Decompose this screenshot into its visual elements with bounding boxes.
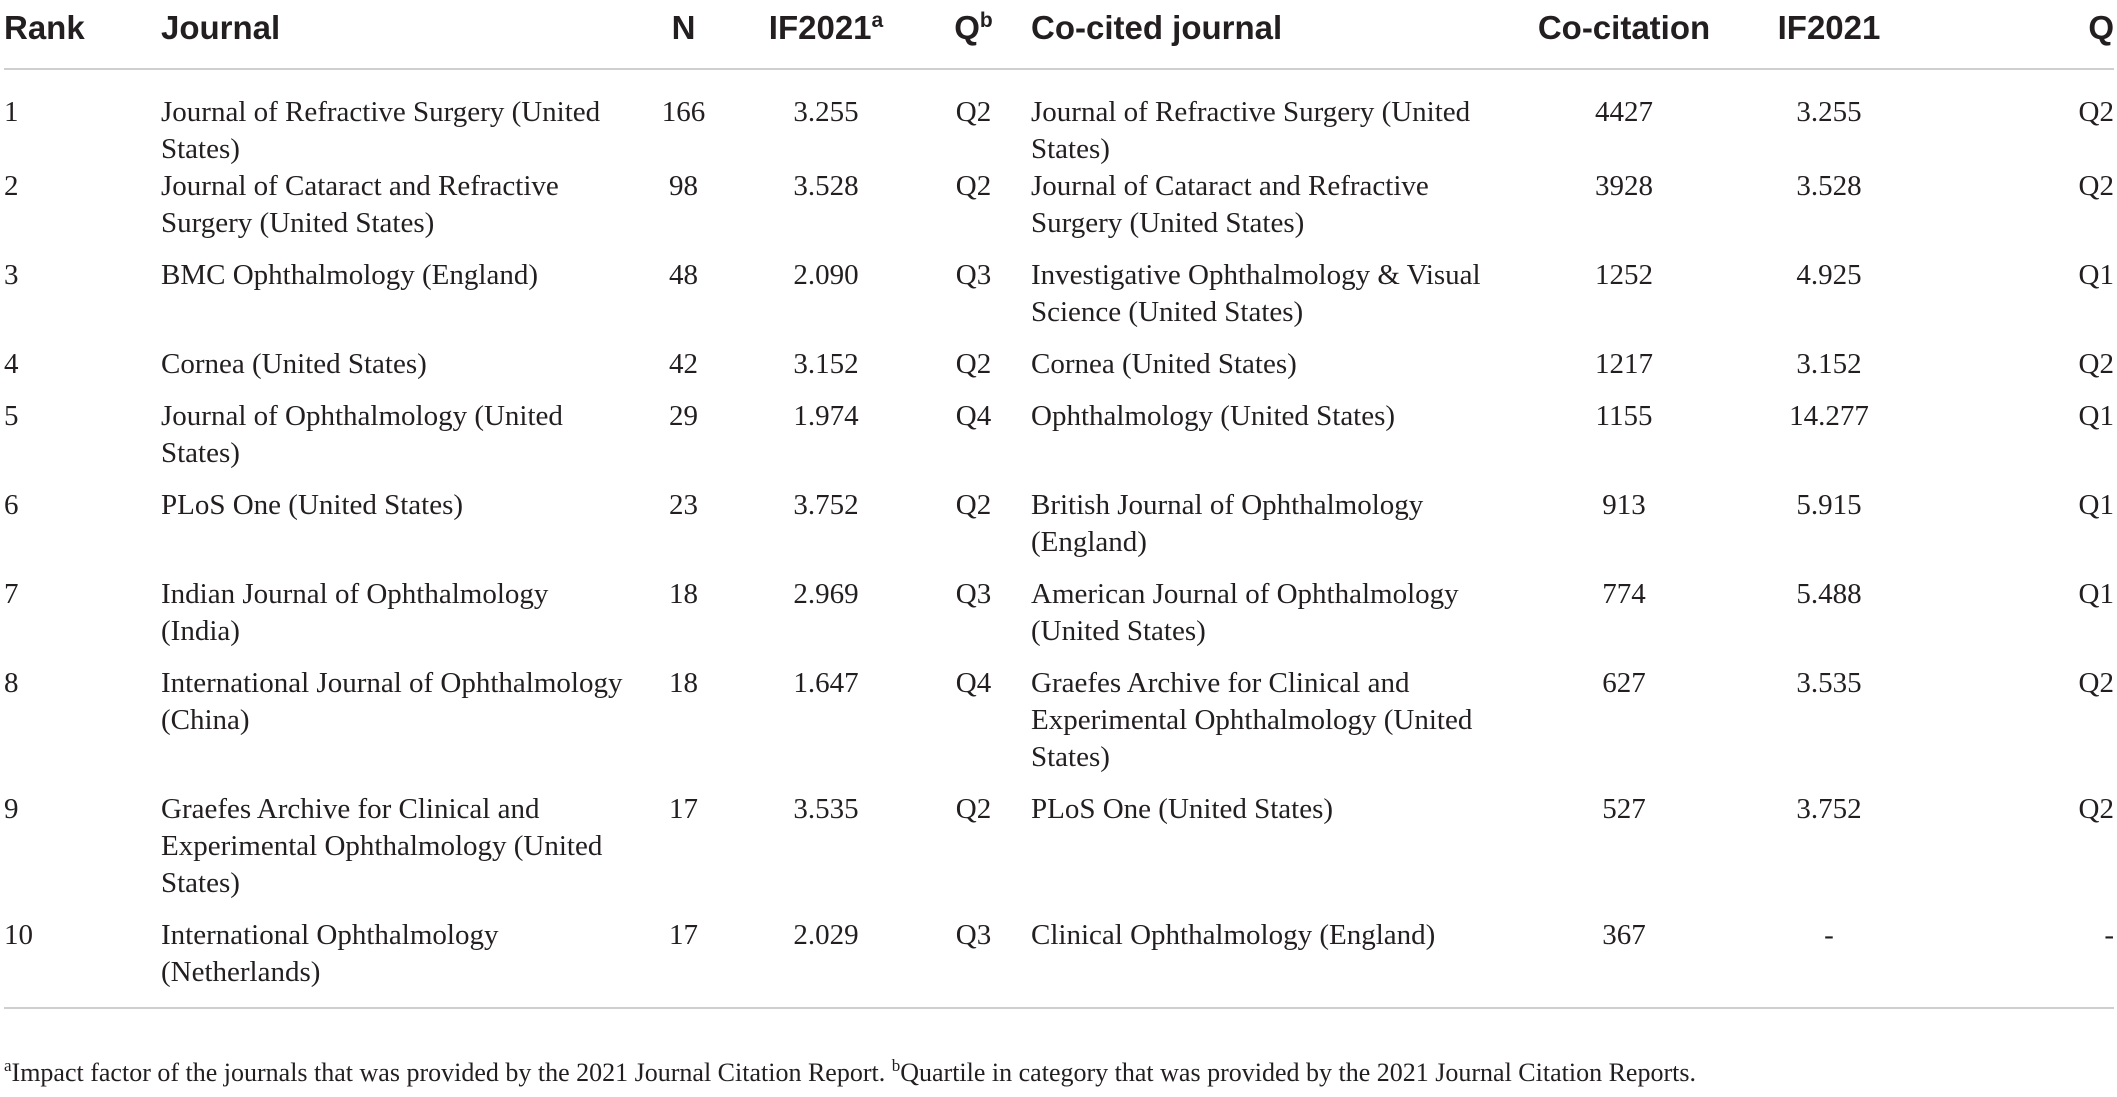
- cell-rank: 7: [4, 578, 19, 610]
- journals-table: [4, 0, 2114, 1009]
- cell-cocitation: 1217: [1595, 348, 1653, 380]
- cell-if2021: 3.152: [793, 348, 859, 380]
- cell-cocitation: 913: [1602, 489, 1646, 521]
- header-rank: Rank: [4, 0, 161, 69]
- header-cocited-journal: Co-cited journal: [1031, 0, 1504, 69]
- header-journal: Journal: [161, 0, 631, 69]
- footnote-b-text: Quartile in category that was provided by the 2021 Journal Citation Reports.: [900, 1058, 1696, 1087]
- cell-cocitation: 627: [1602, 667, 1646, 699]
- cell-cocited-if2021: 5.488: [1796, 578, 1862, 610]
- cell-cocited-if2021: -: [1824, 919, 1834, 951]
- table-row: [4, 257, 2114, 346]
- cell-n: 48: [669, 259, 698, 291]
- cell-quartile: Q2: [955, 489, 992, 521]
- cell-cocited-if2021: 14.277: [1789, 400, 1869, 432]
- cell-quartile: Q3: [955, 259, 992, 291]
- cell-cocitation: 774: [1602, 578, 1646, 610]
- cell-cocitation: 367: [1602, 919, 1646, 951]
- cell-journal: BMC Ophthalmology (England): [161, 259, 538, 291]
- cell-n: 42: [669, 348, 698, 380]
- header-quartile: [916, 0, 1031, 69]
- cell-quartile: Q3: [955, 919, 992, 951]
- cell-quartile: Q4: [955, 667, 992, 699]
- cell-cocited-quartile: Q2: [2078, 96, 2114, 128]
- header-quartile-footnote-mark: b: [979, 8, 993, 32]
- cell-journal: International Ophthalmology (Netherlands): [161, 919, 499, 988]
- cell-cocited-if2021: 3.152: [1796, 348, 1862, 380]
- table-row: [4, 917, 2114, 995]
- cell-rank: 8: [4, 667, 19, 699]
- cell-if2021: 1.974: [793, 400, 859, 432]
- header-if2021-label: IF2021: [768, 8, 872, 46]
- cell-cocited-journal: PLoS One (United States): [1031, 793, 1334, 825]
- cell-if2021: 3.255: [793, 96, 859, 128]
- cell-quartile: Q2: [955, 793, 992, 825]
- cell-cocited-quartile: Q1: [2078, 489, 2114, 521]
- cell-journal: Indian Journal of Ophthalmology (India): [161, 578, 549, 647]
- cell-cocited-if2021: 4.925: [1796, 259, 1862, 291]
- cell-cocitation: 1155: [1595, 400, 1653, 432]
- cell-cocited-journal: Clinical Ophthalmology (England): [1031, 919, 1436, 951]
- header-cocited-if2021: IF2021: [1744, 0, 1914, 69]
- cell-cocited-if2021: 3.528: [1796, 170, 1862, 202]
- cell-n: 18: [669, 578, 698, 610]
- cell-cocited-quartile: Q2: [2078, 793, 2114, 825]
- cell-n: 18: [669, 667, 698, 699]
- cell-n: 166: [661, 96, 706, 128]
- cell-journal: Cornea (United States): [161, 348, 427, 380]
- cell-cocited-journal: Journal of Cataract and Refractive Surgery (United States): [1031, 170, 1429, 239]
- cell-if2021: 2.969: [793, 578, 859, 610]
- cell-rank: 5: [4, 400, 19, 432]
- cell-quartile: Q3: [955, 578, 992, 610]
- cell-cocited-quartile: Q1: [2078, 400, 2114, 432]
- cell-cocited-journal: Cornea (United States): [1031, 348, 1297, 380]
- cell-n: 23: [669, 489, 698, 521]
- table-row: [4, 665, 2114, 791]
- table-body: [4, 69, 2114, 1008]
- cell-if2021: 3.752: [793, 489, 859, 521]
- header-if2021: [736, 0, 916, 69]
- cell-if2021: 3.535: [793, 793, 859, 825]
- cell-quartile: Q2: [955, 96, 992, 128]
- header-row: [4, 0, 2114, 69]
- cell-rank: 4: [4, 348, 19, 380]
- table-row: [4, 791, 2114, 917]
- cell-quartile: Q4: [955, 400, 992, 432]
- cell-cocited-quartile: -: [2104, 919, 2114, 951]
- table-row: [4, 168, 2114, 257]
- cell-cocited-quartile: Q1: [2078, 578, 2114, 610]
- cell-n: 98: [669, 170, 698, 202]
- cell-rank: 2: [4, 170, 19, 202]
- footnote-b-mark: b: [891, 1056, 901, 1075]
- cell-journal: International Journal of Ophthalmology (China): [161, 667, 623, 736]
- cell-n: 17: [669, 919, 698, 951]
- cell-cocitation: 3928: [1595, 170, 1653, 202]
- cell-if2021: 2.029: [793, 919, 859, 951]
- cell-journal: Graefes Archive for Clinical and Experimental Ophthalmology (United States): [161, 793, 603, 899]
- cell-cocited-journal: Investigative Ophthalmology & Visual Science (United States): [1031, 259, 1481, 328]
- cell-if2021: 3.528: [793, 170, 859, 202]
- cell-quartile: Q2: [955, 348, 992, 380]
- footnote-a-mark: a: [4, 1056, 12, 1075]
- cell-rank: 3: [4, 259, 19, 291]
- table-row: [4, 398, 2114, 487]
- cell-cocitation: 1252: [1595, 259, 1653, 291]
- cell-journal: Journal of Ophthalmology (United States): [161, 400, 563, 469]
- cell-rank: 1: [4, 96, 19, 128]
- cell-cocited-journal: Graefes Archive for Clinical and Experimental Ophthalmology (United States): [1031, 667, 1473, 773]
- cell-journal: Journal of Refractive Surgery (United States): [161, 96, 601, 165]
- table-bottom-rule-cell: [4, 995, 2114, 1008]
- cell-cocited-journal: Journal of Refractive Surgery (United States): [1031, 96, 1471, 165]
- header-cocited-quartile: Q: [1914, 0, 2114, 69]
- cell-cocited-journal: Ophthalmology (United States): [1031, 400, 1396, 432]
- table-footnote: [4, 1058, 1696, 1088]
- cell-cocitation: 527: [1602, 793, 1646, 825]
- table-row: [4, 487, 2114, 576]
- cell-n: 29: [669, 400, 698, 432]
- header-n: N: [631, 0, 736, 69]
- footnote-a-text: Impact factor of the journals that was provided by the 2021 Journal Citation Report.: [11, 1058, 892, 1087]
- cell-cocited-quartile: Q2: [2078, 348, 2114, 380]
- cell-cocited-if2021: 3.255: [1796, 96, 1862, 128]
- table-row: [4, 346, 2114, 398]
- cell-journal: PLoS One (United States): [161, 489, 464, 521]
- cell-rank: 9: [4, 793, 19, 825]
- cell-journal: Journal of Cataract and Refractive Surgery (United States): [161, 170, 559, 239]
- cell-cocited-quartile: Q2: [2078, 170, 2114, 202]
- cell-cocited-quartile: Q1: [2078, 259, 2114, 291]
- cell-cocited-if2021: 5.915: [1796, 489, 1862, 521]
- table-row: [4, 576, 2114, 665]
- table-bottom-rule: [4, 995, 2114, 1008]
- header-if2021-footnote-mark: a: [871, 8, 884, 32]
- cell-cocited-if2021: 3.535: [1796, 667, 1862, 699]
- cell-if2021: 2.090: [793, 259, 859, 291]
- cell-n: 17: [669, 793, 698, 825]
- cell-cocited-if2021: 3.752: [1796, 793, 1862, 825]
- header-cocitation: Co-citation: [1504, 0, 1744, 69]
- cell-cocited-journal: British Journal of Ophthalmology (England): [1031, 489, 1424, 558]
- cell-if2021: 1.647: [793, 667, 859, 699]
- header-quartile-label: Q: [954, 8, 980, 46]
- cell-cocited-journal: American Journal of Ophthalmology (United States): [1031, 578, 1459, 647]
- cell-quartile: Q2: [955, 170, 992, 202]
- cell-cocitation: 4427: [1595, 96, 1653, 128]
- cell-cocited-quartile: Q2: [2078, 667, 2114, 699]
- cell-rank: 10: [4, 919, 33, 951]
- cell-rank: 6: [4, 489, 19, 521]
- table-row: [4, 69, 2114, 168]
